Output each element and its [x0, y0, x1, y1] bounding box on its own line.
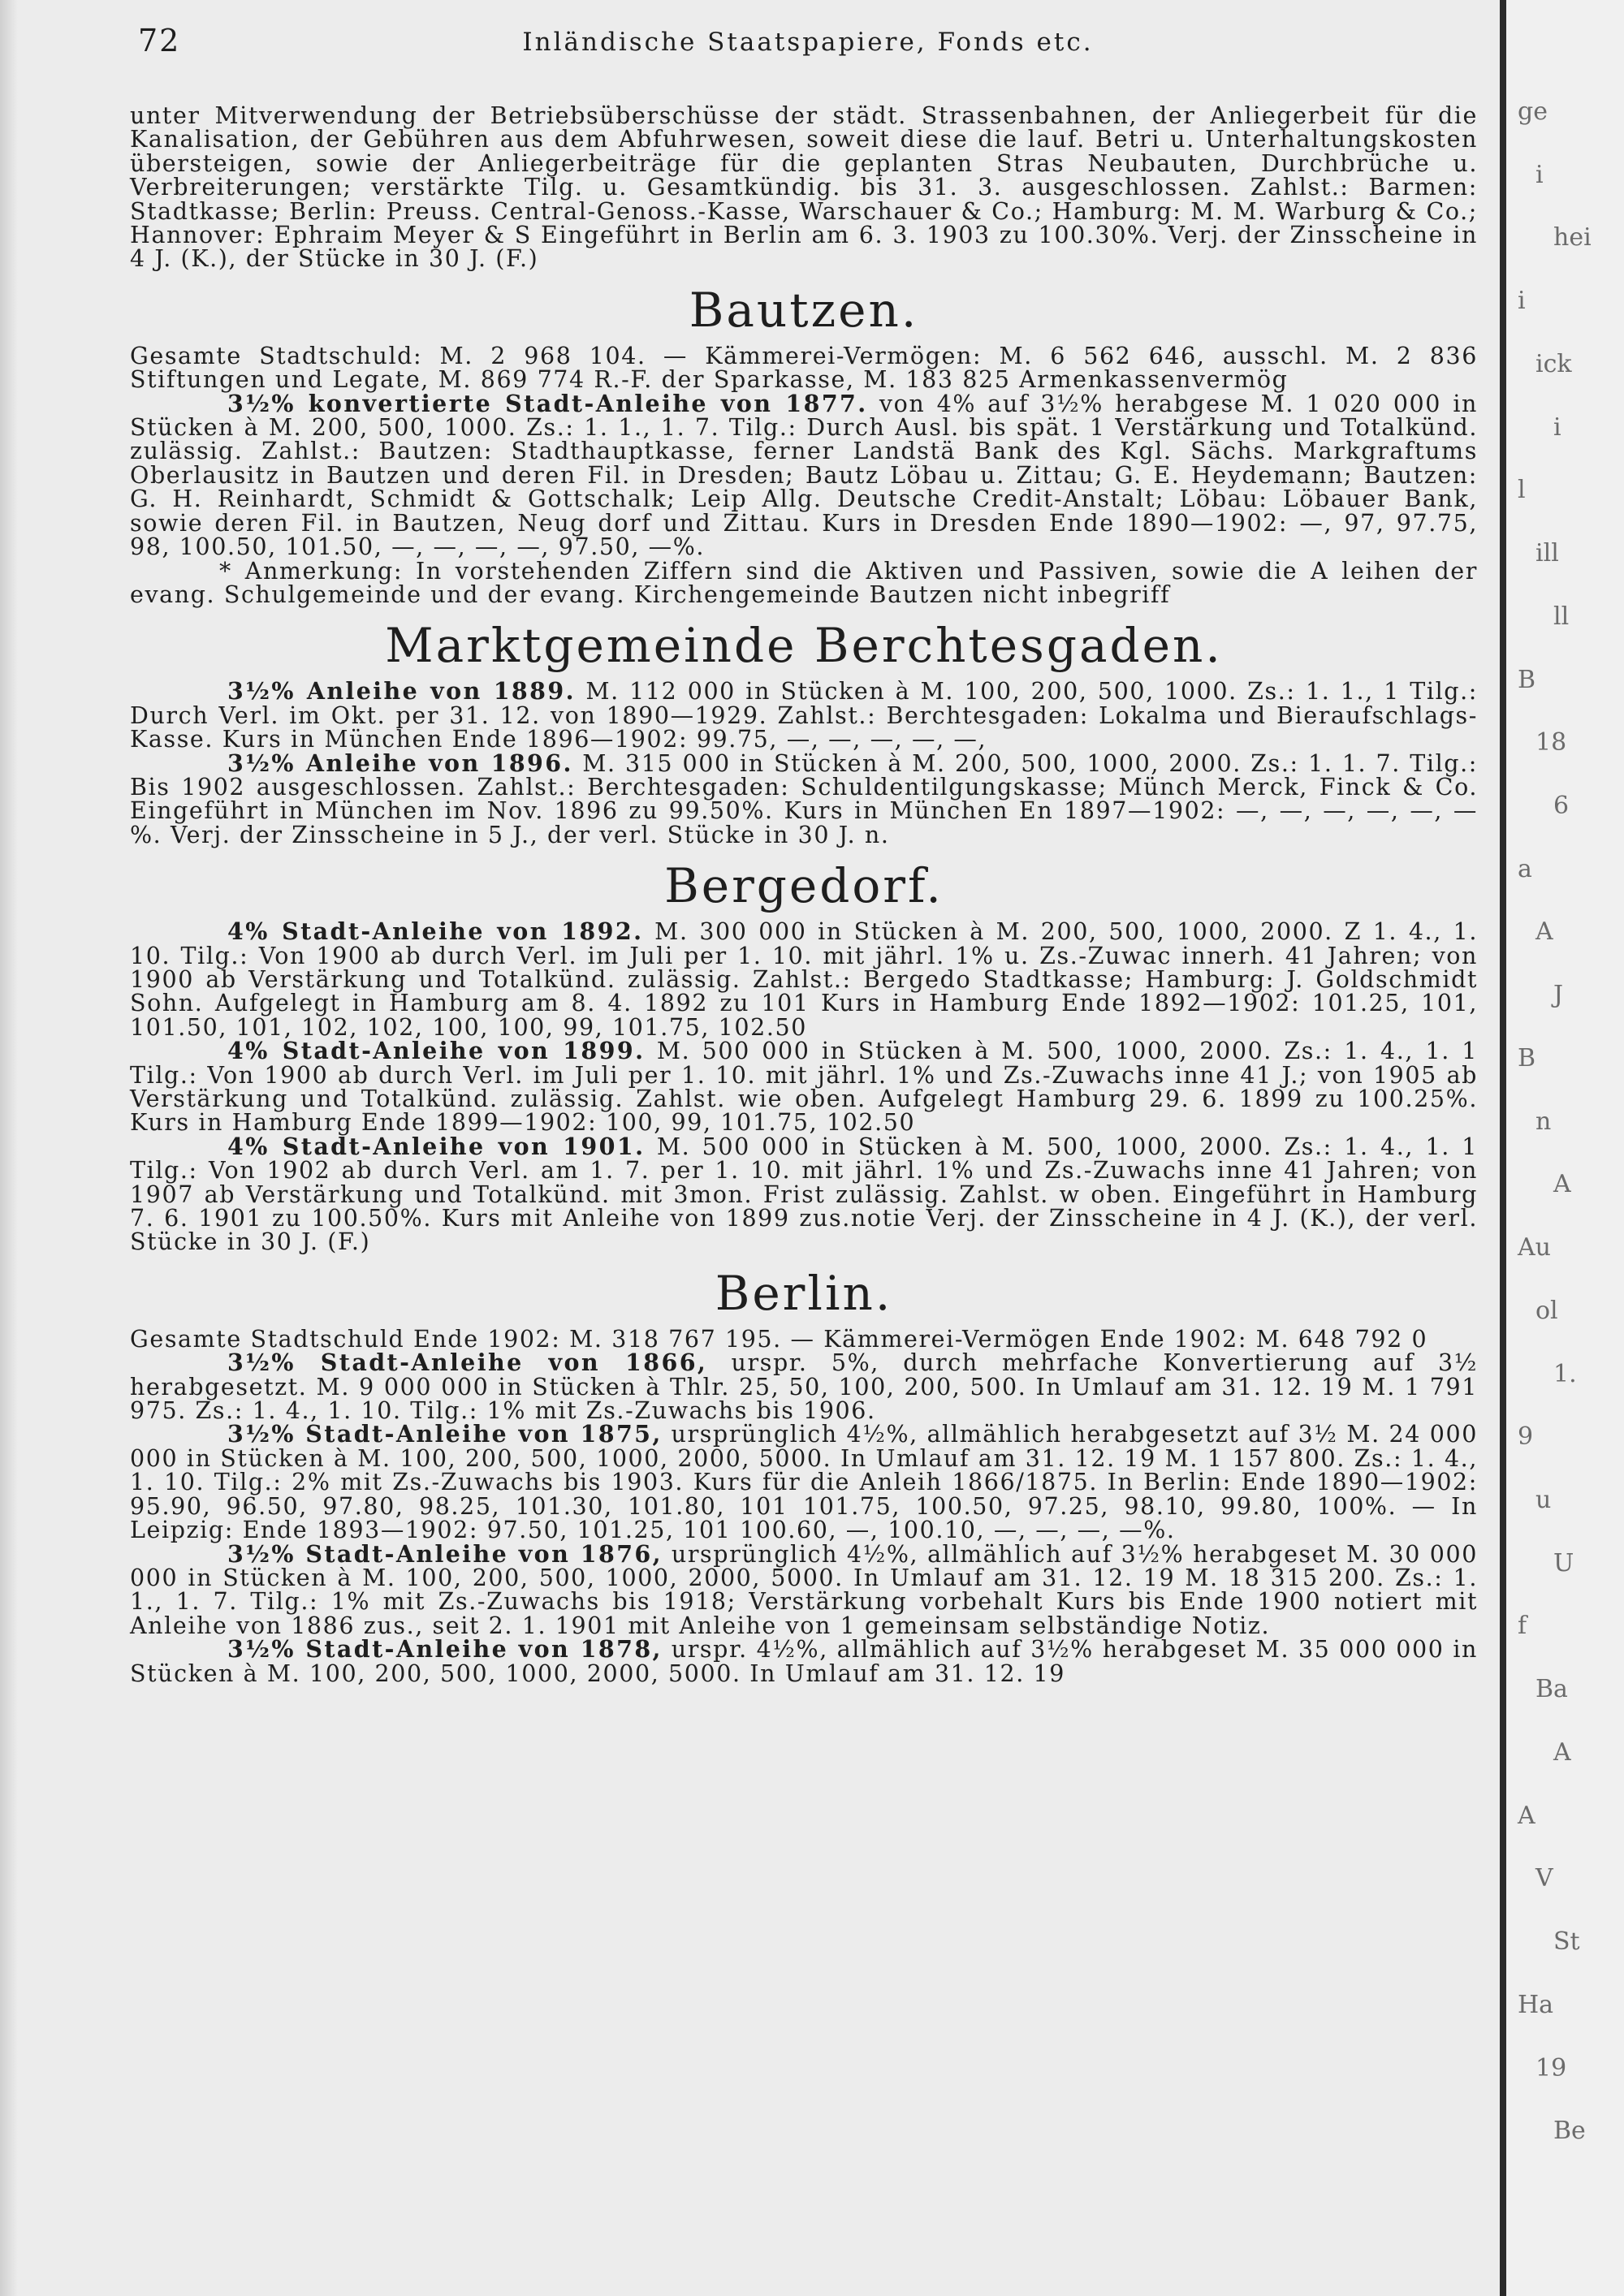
bond-entry	[130, 1039, 1478, 1135]
margin-fragment: 18	[1535, 728, 1567, 757]
margin-fragment: A	[1518, 1801, 1535, 1830]
bond-heading: 3½% Stadt-Anleihe von 1875,	[227, 1420, 663, 1448]
margin-fragment: a	[1518, 854, 1532, 883]
margin-fragment: l	[1518, 476, 1526, 505]
section-title-berchtesgaden: Marktgemeinde Berchtesgaden.	[385, 618, 1223, 674]
page-number: 72	[138, 23, 181, 58]
margin-fragment: Be	[1553, 2117, 1586, 2146]
bond-text: M. 300 000 in Stücken à M. 200, 500, 1000, 2000. Z 1. 4., 1. 10. Tilg.: Von 1900 ab durch Verl. im Juli per 1. 10. mit jährl. 1% u. Zs.-Zuwac innerh. 41 Jahren; von 1900 ab Verstärkung und Totalkünd. zulässig. Zahlst.: Bergedo Stadtkasse; Hamburg: J. Goldschmidt Sohn. Aufgelegt in Hamburg am 8. 4. 1892 zu 101 Kurs in Hamburg Ende 1892—1902: 101.25, 101, 101.50, 101, 102, 102, 100, 100, 99, 101.75, 102.50	[130, 918, 1478, 1041]
bond-entry	[130, 917, 1478, 1041]
facing-page-margin	[1506, 0, 1624, 2296]
margin-fragment: J	[1553, 981, 1564, 1010]
bond-entry	[130, 749, 1479, 848]
section-intro-berlin: Gesamte Stadtschuld Ende 1902: M. 318 767 195. — Kämmerei-Vermögen Ende 1902: M. 648 792 0	[130, 1325, 1428, 1353]
bond-entry	[130, 389, 1478, 561]
margin-fragment: V	[1535, 1864, 1553, 1893]
bond-text: urspr. 4½%, allmählich auf 3½% herabgeset M. 35 000 000 in Stücken à M. 100, 200, 500, 1000, 2000, 5000. In Umlauf am 31. 12. 19	[130, 1636, 1478, 1687]
bond-text: von 4% auf 3½% herabgese M. 1 020 000 in Stücken à M. 200, 500, 1000. Zs.: 1. 1., 1. 7. Tilg.: Durch Ausl. bis spät. 1 Verstärkung und Totalkünd. zulässig. Zahlst.: Bautzen: Stadthauptkasse, ferner Landstä Bank des Kgl. Sächs. Markgraftums Oberlausitz in Bautzen und deren Fil. in Dresden; Bautz Löbau u. Zittau; G. E. Heydemann; Bautzen: G. H. Reinhardt, Schmidt & Gottschalk; Leip Allg. Deutsche Credit-Anstalt; Löbau: Löbauer Bank, sowie deren Fil. in Bautzen, Neug dorf und Zittau. Kurs in Dresden Ende 1890—1902: —, 97, 97.75, 98, 100.50, 101.50, —, —, —, —, 97.50, —%.	[130, 390, 1478, 561]
continued-paragraph: unter Mitverwendung der Betriebsüberschüsse der städt. Strassenbahnen, der Anliegerbeit für die Kanalisation, der Gebühren aus dem Abfuhrwesen, soweit diese die lauf. Betri u. Unterhaltungskosten übersteigen, sowie der Anliegerbeiträge für die geplanten Stras Neubauten, Durchbrüche u. Verbreiterungen; verstärkte Tilg. u. Gesamtkündig. bis 31. 3. ausgeschlossen. Zahlst.: Barmen: Stadtkasse; Berlin: Preuss. Central-Genoss.-Kasse, Warschauer & Co.; Hamburg: M. M. Warburg & Co.; Hannover: Ephraim Meyer & S Eingeführt in Berlin am 6. 3. 1903 zu 100.30%. Verj. der Zinsscheine in 4 J. (K.), der Stücke in 30 J. (F.)	[130, 102, 1478, 273]
bond-heading: 3½% Stadt-Anleihe von 1876,	[227, 1539, 663, 1568]
margin-fragment: hei	[1553, 223, 1592, 252]
margin-fragment: 1.	[1553, 1359, 1577, 1388]
margin-fragment: Au	[1518, 1233, 1551, 1262]
bond-heading: 3½% Anleihe von 1896.	[227, 749, 573, 777]
bond-heading: 3½% Stadt-Anleihe von 1878,	[227, 1635, 663, 1664]
margin-fragment: i	[1518, 287, 1526, 316]
section-title-bautzen: Bautzen.	[689, 282, 919, 338]
book-spine-shadow	[0, 0, 18, 2296]
margin-fragment: 19	[1535, 2053, 1567, 2082]
section-title-bergedorf: Bergedorf.	[664, 858, 944, 914]
bond-text: ursprünglich 4½%, allmählich auf 3½% herabgeset M. 30 000 000 in Stücken à M. 100, 200, 500, 1000, 2000, 5000. In Umlauf am 31. 12. 19 M. 18 315 200. Zs.: 1. 1., 1. 7. Tilg.: 1% mit Zs.-Zuwachs bis 1918; Verstärkung vorbehalt Kurs bis Ende 1900 notiert mit Anleihe von 1886 zus., seit 2. 1. 1901 mit Anleihe von 1 gemeinsam selbständige Notiz.	[130, 1540, 1478, 1639]
margin-fragment: i	[1535, 160, 1544, 189]
bond-text: M. 315 000 in Stücken à M. 200, 500, 1000, 2000. Zs.: 1. 1. 7. Tilg.: Bis 1902 ausgeschlossen. Zahlst.: Berchtesgaden: Schuldentilgungskasse; Münch Merck, Finck & Co. Eingeführt in München im Nov. 1896 zu 99.50%. Kurs in München En 1897—1902: —, —, —, —, —, —%. Verj. der Zinsscheine in 5 J., der verl. Stücke in 30 J. n.	[130, 749, 1479, 848]
bond-text: ursprünglich 4½%, allmählich herabgesetzt auf 3½ M. 24 000 000 in Stücken à M. 100, 200, 500, 1000, 2000, 5000. In Umlauf am 31. 12. 19 M. 1 157 800. Zs.: 1. 4., 1. 10. Tilg.: 2% mit Zs.-Zuwachs bis 1903. Kurs für die Anleih 1866/1875. In Berlin: Ende 1890—1902: 95.90, 96.50, 97.80, 98.25, 101.30, 101.80, 101 101.75, 100.50, 97.25, 98.10, 99.80, 100%. — In Leipzig: Ende 1893—1902: 97.50, 101.25, 101 100.60, —, 100.10, —, —, —, —%.	[130, 1421, 1478, 1544]
margin-fragment: A	[1553, 1737, 1571, 1767]
margin-fragment: ick	[1535, 349, 1572, 378]
section-intro-bautzen: Gesamte Stadtschuld: M. 2 968 104. — Kämmerei-Vermögen: M. 6 562 646, ausschl. M. 2 836 Stiftungen und Legate, M. 869 774 R.-F. der Sparkasse, M. 183 825 Armenkassenvermög	[130, 342, 1478, 394]
margin-fragment: B	[1518, 665, 1536, 694]
bond-heading: 4% Stadt-Anleihe von 1899.	[227, 1037, 646, 1065]
bond-text: M. 500 000 in Stücken à M. 500, 1000, 2000. Zs.: 1. 4., 1. 1 Tilg.: Von 1900 ab durch Verl. im Juli per 1. 10. mit jährl. 1% und Zs.-Zuwachs inne 41 J.; von 1905 ab Verstärkung und Totalkünd. zulässig. Zahlst. wie oben. Aufgelegt Hamburg 29. 6. 1899 zu 100.25%. Kurs in Hamburg Ende 1899—1902: 100, 99, 101.75, 102.50	[130, 1038, 1478, 1137]
bond-entry	[130, 1539, 1478, 1639]
page-content	[130, 104, 1478, 1685]
footnote-anmerkung: * Anmerkung: In vorstehenden Ziffern sind die Aktiven und Passiven, sowie die A leihen der evang. Schulgemeinde und der evang. Kirchengemeinde Bautzen nicht inbegriff	[130, 557, 1478, 608]
margin-fragment: ll	[1553, 602, 1570, 631]
bond-entry	[130, 1635, 1478, 1687]
bond-text: M. 500 000 in Stücken à M. 500, 1000, 2000. Zs.: 1. 4., 1. 1 Tilg.: Von 1902 ab durch Verl. am 1. 7. per 1. 10. mit jährl. 1% und Zs.-Zuwachs inne 41 Jahren; von 1907 ab Verstärkung und Totalkünd. mit 3mon. Frist zulässig. Zahlst. w oben. Eingeführt in Hamburg 7. 6. 1901 zu 100.50%. Kurs mit Anleihe von 1899 zus.notie Verj. der Zinsscheine in 4 J. (K.), der verl. Stücke in 30 J. (F.)	[130, 1133, 1478, 1256]
bond-entry	[130, 1422, 1478, 1542]
bond-entry	[130, 1132, 1478, 1256]
margin-fragment: 9	[1518, 1422, 1534, 1452]
margin-fragment: B	[1518, 1043, 1536, 1072]
bond-heading: 3½% konvertierte Stadt-Anleihe von 1877.	[227, 389, 868, 417]
margin-fragment: 6	[1553, 792, 1570, 820]
bond-heading: 3½% Anleihe von 1889.	[227, 677, 576, 706]
margin-fragment: A	[1553, 1170, 1571, 1199]
margin-fragment: i	[1553, 412, 1561, 442]
margin-fragment: ge	[1518, 97, 1548, 126]
bond-text: M. 112 000 in Stücken à M. 100, 200, 500, 1000. Zs.: 1. 1., 1 Tilg.: Durch Verl. im Okt. per 31. 12. von 1890—1929. Zahlst.: Berchtesgaden: Lokalma und Bieraufschlags-Kasse. Kurs in München Ende 1896—1902: 99.75, —, —, —, —, —,	[130, 678, 1478, 753]
bond-entry	[130, 1349, 1478, 1425]
margin-fragment: St	[1553, 1927, 1580, 1957]
bond-heading: 4% Stadt-Anleihe von 1901.	[227, 1132, 646, 1160]
running-title: Inländische Staatspapiere, Fonds etc.	[522, 28, 1094, 57]
margin-fragment: f	[1518, 1612, 1527, 1641]
bond-heading: 3½% Stadt-Anleihe von 1866,	[227, 1349, 708, 1377]
section-title-berlin: Berlin.	[715, 1265, 893, 1321]
margin-fragment: ol	[1535, 1296, 1558, 1325]
margin-fragment: Ha	[1518, 1990, 1554, 2019]
margin-fragment: A	[1535, 917, 1553, 947]
margin-fragment: Ba	[1535, 1675, 1568, 1704]
bond-heading: 4% Stadt-Anleihe von 1892.	[227, 917, 644, 946]
margin-fragment: n	[1535, 1107, 1552, 1136]
margin-fragment: U	[1553, 1548, 1574, 1577]
bond-text: urspr. 5%, durch mehrfache Konvertierung auf 3½ herabgesetzt. M. 9 000 000 in Stücken à Thlr. 25, 50, 100, 200, 500. In Umlauf am 31. 12. 19 M. 1 791 975. Zs.: 1. 4., 1. 10. Tilg.: 1% mit Zs.-Zuwachs bis 1906.	[130, 1349, 1478, 1425]
margin-fragment: ill	[1535, 539, 1559, 568]
bond-entry	[130, 677, 1478, 753]
margin-fragment: u	[1535, 1486, 1552, 1514]
page-header	[138, 23, 1478, 71]
